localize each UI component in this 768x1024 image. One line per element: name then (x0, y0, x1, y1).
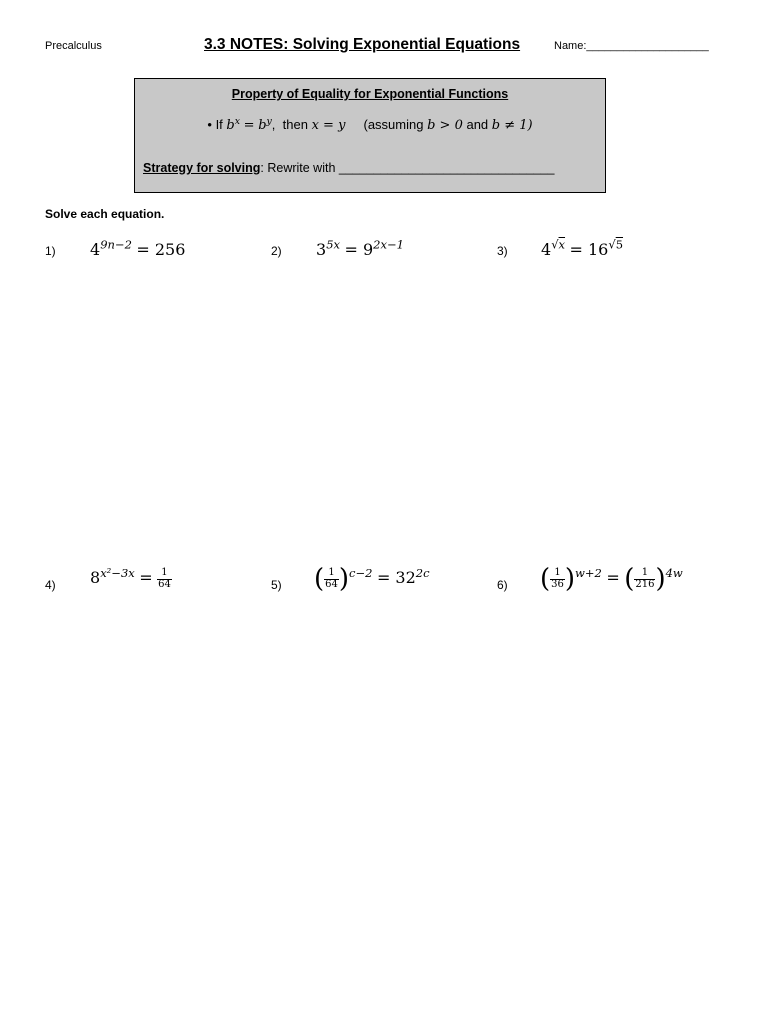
p1-exponent: 9n−2 (100, 237, 132, 252)
p6-fraction-1: $\frac{1}{36}$ (551, 567, 564, 590)
problem-2-equation (316, 237, 404, 260)
problem-4-label: 4) (45, 578, 56, 592)
condition-2: b ≠ 1) (491, 118, 533, 133)
instructions: Solve each equation. (45, 207, 165, 221)
p4-base: 8 (90, 568, 101, 588)
p4-exponent: x²−3x (100, 565, 135, 580)
strategy-text: : Rewrite with _______________________________ (260, 161, 555, 175)
p3-radicand: x (558, 237, 566, 252)
problem-5-equation: ( $\frac{1}{64}$ )$^{c-2} = 32^{2c}$ (314, 564, 430, 594)
course-label: Precalculus (45, 40, 102, 52)
p5-mid: = 32 (376, 568, 416, 588)
p2-base: 3 (316, 240, 327, 259)
p5-fraction: $\frac{1}{64}$ (325, 567, 338, 590)
problem-2-label: 2) (271, 244, 282, 258)
p2-mid: = 9 (344, 240, 374, 259)
problem-3-label: 3) (497, 244, 508, 258)
p3-radicand-2: 5 (615, 237, 624, 252)
equals-sign: = (243, 118, 255, 133)
problem-1-label: 1) (45, 244, 56, 258)
p6-exponent2: 4w (665, 565, 683, 580)
p4-mid: = (139, 568, 153, 588)
condition-1: b > 0 (427, 118, 463, 133)
p6-exponent: w+2 (575, 565, 602, 580)
problem-3-equation: $4^{√x} = 16^{√5}$ (541, 237, 624, 259)
bullet: • (207, 117, 212, 132)
problem-6-label: 6) (497, 578, 508, 592)
p4-fraction: $\frac{1}{64}$ (158, 567, 171, 590)
strategy-label: Strategy for solving (143, 161, 261, 175)
and-word: and (466, 117, 489, 132)
if-word: If (215, 117, 223, 132)
property-heading: Property of Equality for Exponential Functions (231, 87, 509, 101)
property-box (134, 78, 606, 193)
assumption-open: (assuming (363, 117, 424, 132)
exp-y: y (266, 115, 272, 127)
p2-exponent2: 2x−1 (373, 237, 404, 252)
problem-1-equation (90, 237, 186, 260)
p5-exponent2: 2c (415, 565, 430, 580)
strategy-line (143, 161, 554, 175)
then-word: then (282, 117, 308, 132)
conclusion: x = y (311, 118, 346, 133)
problem-4-equation (90, 565, 172, 590)
base-b: b (226, 118, 235, 133)
base-b-2: b (258, 118, 267, 133)
property-rule: • If $b^x = b^y$, then x = y (assuming b > 0 and b ≠ 1) (207, 115, 533, 133)
p2-exponent: 5x (326, 237, 341, 252)
page-title: 3.3 NOTES: Solving Exponential Equations (204, 36, 521, 53)
problem-5-label: 5) (271, 578, 282, 592)
p6-mid: = (606, 568, 620, 588)
exp-x: x (234, 115, 241, 127)
name-field: Name:____________________ (554, 40, 709, 52)
p3-mid: = 16 (569, 240, 609, 259)
problem-6-equation: ( $\frac{1}{36}$ )$^{w+2}$ = ( $\frac{1}{216}$ )$^{4w}$ (540, 564, 683, 594)
p1-base: 4 (90, 240, 101, 259)
p5-exponent: c−2 (349, 565, 373, 580)
p3-base: 4 (541, 240, 552, 259)
p1-rhs: = 256 (136, 240, 186, 259)
p6-fraction-2: $\frac{1}{216}$ (635, 567, 655, 590)
